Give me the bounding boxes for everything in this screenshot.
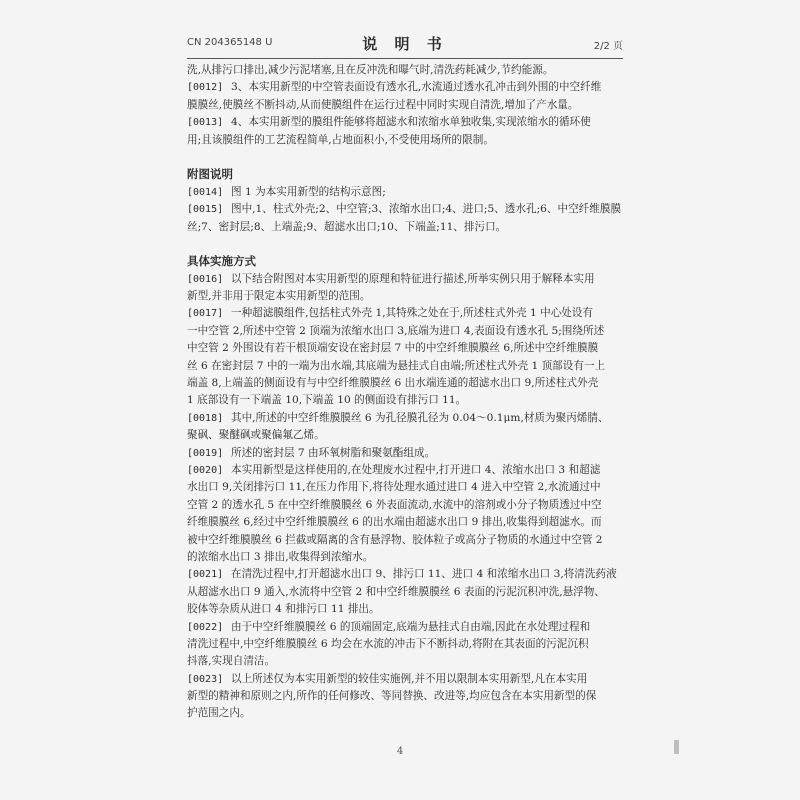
paragraph-text: 1 底部设有一下端盖 10,下端盖 10 的侧面设有排污口 11。: [187, 394, 467, 407]
page-indicator: 2/2 页: [593, 41, 623, 52]
paragraph-line: [187, 479, 631, 496]
paragraph-number: [0017]: [187, 308, 224, 320]
paragraph-text: 被中空纤维膜膜丝 6 拦截或隔离的含有悬浮物、胶体粒子或高分子物质的水通过中空管 2: [187, 533, 603, 546]
paragraph-text: 3、本实用新型的中空管表面设有透水孔,水流通过透水孔冲击到外围的中空纤维: [231, 81, 602, 94]
paragraph-text: 的浓缩水出口 3 排出,收集得到浓缩水。: [187, 550, 374, 563]
paragraph-text: 胶体等杂质从进口 4 和排污口 11 排出。: [187, 603, 380, 616]
paragraph-number: [0022]: [187, 621, 224, 633]
paragraph-line: [187, 358, 631, 375]
paragraph-text: 抖落,实现自清洁。: [187, 655, 276, 668]
paragraph-text: 水出口 9,关闭排污口 11,在压力作用下,将待处理水通过进口 4 进入中空管 2,水流通过中: [187, 481, 601, 494]
spacer: [187, 149, 631, 166]
scan-edge-mark: [674, 740, 679, 754]
paragraph-line: [187, 323, 631, 340]
paragraph-text: 4、本实用新型的膜组件能够将超滤水和浓缩水单独收集,实现浓缩水的循环使: [231, 116, 591, 129]
paragraph-text: 以上所述仅为本实用新型的较佳实施例,并不用以限制本实用新型,凡在本实用: [231, 672, 588, 685]
paragraph-line: [187, 305, 631, 322]
paragraph-text: 用;且该膜组件的工艺流程简单,占地面积小,不受使用场所的限制。: [187, 133, 494, 146]
paragraph-text: 新型的精神和原则之内,所作的任何修改、等同替换、改进等,均应包含在本实用新型的保: [187, 690, 597, 703]
page-header: [187, 33, 623, 57]
paragraph-group-figures: [187, 184, 631, 236]
paragraph-line: [187, 462, 631, 479]
paragraph-line: [187, 114, 631, 131]
paragraph-line: [187, 340, 631, 357]
section-title-figures: 附图说明: [187, 167, 233, 182]
paragraph-text: 在清洗过程中,打开超滤水出口 9、排污口 11、进口 4 和浓缩水出口 3,将清洗药液: [231, 568, 617, 581]
paragraph-text: 本实用新型是这样使用的,在处理废水过程中,打开进口 4、浓缩水出口 3 和超滤: [231, 463, 601, 476]
paragraph-number: [0012]: [187, 82, 224, 94]
paragraph-text: 一中空管 2,所述中空管 2 顶端为浓缩水出口 3,底端为进口 4,表面设有透水孔 5;围绕所述: [187, 324, 605, 337]
paragraph-line: [187, 79, 631, 96]
paragraph-line: [187, 62, 631, 79]
paragraph-line: [187, 219, 631, 236]
document-body: [187, 62, 631, 723]
paragraph-line: [187, 97, 631, 114]
paragraph-text: 纤维膜膜丝 6,经过中空纤维膜膜丝 6 的出水端由超滤水出口 9 排出,收集得到超滤水。而: [187, 516, 602, 529]
paragraph-line: [187, 705, 631, 722]
paragraph-line: [187, 671, 631, 688]
paragraph-line: [187, 653, 631, 670]
paragraph-number: [0020]: [187, 464, 224, 476]
paragraph-text: 空管 2 的透水孔 5 在中空纤维膜膜丝 6 外表面流动,水流中的溶剂或小分子物质透过中空: [187, 498, 602, 511]
paragraph-line: [187, 619, 631, 636]
paragraph-line: [187, 375, 631, 392]
paragraph-text: 丝;7、密封层;8、上端盖;9、超滤水出口;10、下端盖;11、排污口。: [187, 220, 507, 233]
paragraph-number: [0014]: [187, 186, 224, 198]
paragraph-line: [187, 392, 631, 409]
paragraph-text: 中空管 2 外围设有若干根顶端安设在密封层 7 中的中空纤维膜膜丝 6,所述中空纤维膜膜: [187, 342, 599, 355]
paragraph-text: 护范围之内。: [187, 707, 251, 720]
patent-number: CN 204365148 U: [187, 37, 273, 48]
paragraph-text: 丝 6 在密封层 7 中的一端为出水端,其底端为悬挂式自由端;所述柱式外壳 1 顶部设有一上: [187, 359, 606, 372]
paragraph-text: 洗,从排污口排出,减少污泥堵塞,且在反冲洗和曝气时,清洗药耗减少,节约能源。: [187, 64, 554, 76]
paragraph-text: 膜膜丝,使膜丝不断抖动,从而使膜组件在运行过程中同时实现自清洗,增加了产水量。: [187, 98, 579, 111]
paragraph-text: 所述的密封层 7 由环氧树脂和聚氨酯组成。: [231, 446, 436, 459]
paragraph-text: 由于中空纤维膜膜丝 6 的顶端固定,底端为悬挂式自由端,因此在水处理过程和: [231, 620, 591, 633]
section-title-embodiment: 具体实施方式: [187, 254, 256, 269]
page-number: 4: [396, 746, 404, 757]
paragraph-number: [0023]: [187, 673, 224, 685]
paragraph-line: [187, 427, 631, 444]
paragraph-line: [187, 184, 631, 201]
paragraph-line: [187, 514, 631, 531]
paragraph-line: [187, 532, 631, 549]
paragraph-text: 其中,所述的中空纤维膜膜丝 6 为孔径膜孔径为 0.04～0.1μm,材质为聚丙烯腈、: [231, 411, 609, 424]
paragraph-line: [187, 271, 631, 288]
paragraph-line: [187, 288, 631, 305]
paragraph-text: 一种超滤膜组件,包括柱式外壳 1,其特殊之处在于,所述柱式外壳 1 中心处设有: [231, 307, 594, 320]
paragraph-line: [187, 497, 631, 514]
paragraph-line: [187, 549, 631, 566]
paragraph-line: [187, 566, 631, 583]
header-rule: [187, 58, 623, 59]
paragraph-number: [0013]: [187, 117, 224, 129]
paragraph-text: 新型,并非用于限定本实用新型的范围。: [187, 290, 371, 303]
paragraph-text: 从超滤水出口 9 通入,水流将中空管 2 和中空纤维膜膜丝 6 表面的污泥沉积冲洗,悬浮物、: [187, 585, 605, 598]
paragraph-text: 图 1 为本实用新型的结构示意图;: [231, 185, 386, 198]
spacer: [187, 236, 631, 253]
paragraph-line: [187, 584, 631, 601]
page-title: 说 明 书: [362, 35, 448, 53]
paragraph-group-embodiment: [187, 271, 631, 723]
paragraph-number: [0016]: [187, 273, 224, 285]
paragraph-group-intro: [187, 62, 631, 149]
paragraph-text: 以下结合附图对本实用新型的原理和特征进行描述,所举实例只用于解释本实用: [231, 272, 595, 285]
paragraph-line: [187, 132, 631, 149]
paragraph-line: [187, 201, 631, 218]
paragraph-line: [187, 688, 631, 705]
paragraph-text: 清洗过程中,中空纤维膜膜丝 6 均会在水流的冲击下不断抖动,将附在其表面的污泥沉积: [187, 637, 589, 650]
paragraph-text: 端盖 8,上端盖的侧面设有与中空纤维膜膜丝 6 出水端连通的超滤水出口 9,所述柱式外壳: [187, 377, 599, 390]
paragraph-line: [187, 636, 631, 653]
paragraph-line: [187, 601, 631, 618]
paragraph-number: [0018]: [187, 412, 224, 424]
paragraph-line: [187, 445, 631, 462]
paragraph-text: 图中,1、柱式外壳;2、中空管;3、浓缩水出口;4、进口;5、透水孔;6、中空纤维膜膜: [231, 203, 622, 216]
paragraph-number: [0015]: [187, 204, 224, 216]
paragraph-number: [0019]: [187, 447, 224, 459]
paragraph-number: [0021]: [187, 569, 224, 581]
paragraph-line: [187, 410, 631, 427]
paragraph-text: 聚砜、聚醚砜或聚偏氟乙烯。: [187, 429, 325, 442]
